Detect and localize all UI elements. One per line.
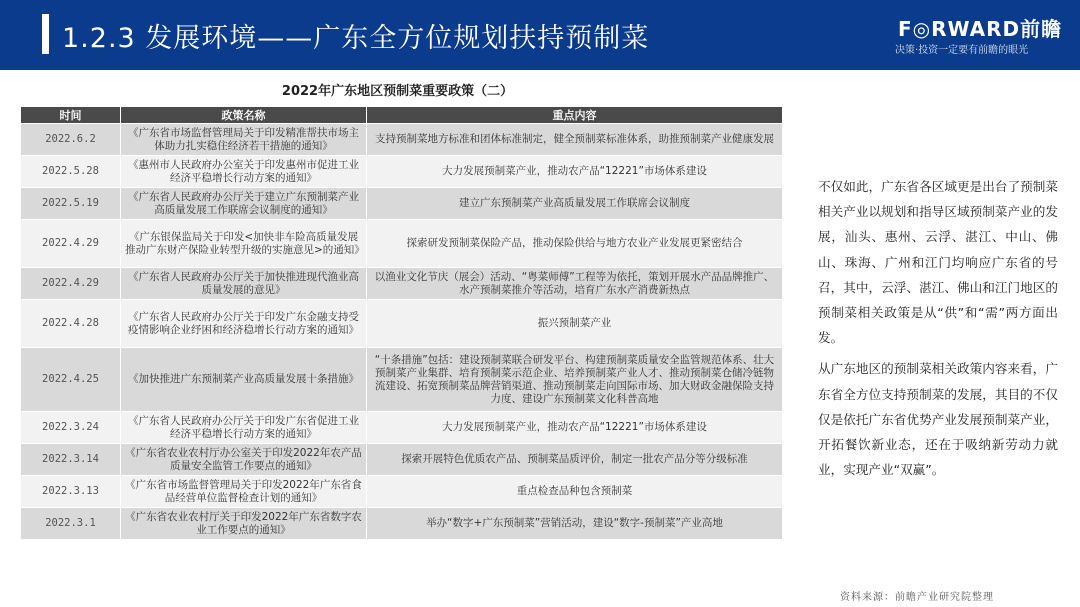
column-header-key-content: 重点内容	[367, 107, 783, 124]
table-body	[21, 124, 783, 540]
cell-policy-name: 《广东省人民政府办公厅关于建立广东预制菜产业高质量发展工作联席会议制度的通知》	[121, 188, 367, 220]
table-row	[21, 476, 783, 508]
source-note: 资料来源：前瞻产业研究院整理	[840, 592, 994, 603]
cell-policy-name: 《惠州市人民政府办公室关于印发惠州市促进工业经济平稳增长行动方案的通知》	[121, 156, 367, 188]
cell-policy-name: 《广东省市场监督管理局关于印发精准帮扶市场主体助力扎实稳住经济若干措施的通知》	[121, 124, 367, 156]
cell-date: 2022.3.1	[21, 508, 121, 540]
cell-key-content: 大力发展预制菜产业，推动农产品“12221”市场体系建设	[367, 156, 783, 188]
cell-key-content: 重点检查品种包含预制菜	[367, 476, 783, 508]
table-row	[21, 300, 783, 348]
table-row	[21, 268, 783, 300]
cell-date: 2022.3.14	[21, 444, 121, 476]
cell-key-content: 建立广东预制菜产业高质量发展工作联席会议制度	[367, 188, 783, 220]
commentary-paragraph-1: 不仅如此，广东省各区域更是出台了预制菜相关产业以规划和指导区域预制菜产业的发展，汕头、惠州、云浮、湛江、中山、佛山、珠海、广州和江门均响应广东省的号召，其中，云浮、湛江、佛山和江门地区的预制菜相关政策是从“供”和“需”两方面出发。	[818, 179, 1058, 346]
cell-key-content: 探索研发预制菜保险产品，推动保险供给与地方农业产业发展更紧密结合	[367, 220, 783, 268]
cell-policy-name: 《加快推进广东预制菜产业高质量发展十条措施》	[121, 348, 367, 412]
page-title: 1.2.3 发展环境——广东全方位规划扶持预制菜	[62, 23, 650, 54]
table-row	[21, 220, 783, 268]
column-header-policy-name: 政策名称	[121, 107, 367, 124]
cell-date: 2022.4.29	[21, 220, 121, 268]
table-row	[21, 348, 783, 412]
commentary-paragraph-2: 从广东地区的预制菜相关政策内容来看，广东省全方位支持预制菜的发展，其目的不仅仅是依托广东省优势产业发展预制菜产业，开拓餐饮新业态，还在于吸纳新劳动力就业，实现产业“双赢”。	[818, 361, 1058, 478]
cell-date: 2022.5.19	[21, 188, 121, 220]
cell-date: 2022.4.25	[21, 348, 121, 412]
cell-date: 2022.3.13	[21, 476, 121, 508]
header-accent-bar	[42, 14, 49, 54]
cell-key-content: 支持预制菜地方标准和团体标准制定，健全预制菜标准体系，助推预制菜产业健康发展	[367, 124, 783, 156]
cell-date: 2022.5.28	[21, 156, 121, 188]
cell-key-content: “十条措施”包括：建设预制菜联合研发平台、构建预制菜质量安全监管规范体系、壮大预制菜产业集群、培育预制菜示范企业、培养预制菜产业人才、推动预制菜仓储冷链物流建设、拓宽预制菜品牌营销渠道、推动预制菜走向国际市场、加大财政金融保险支持力度、建设广东预制菜文化科普高地	[367, 348, 783, 412]
table-row	[21, 124, 783, 156]
table-row	[21, 444, 783, 476]
cell-policy-name: 《广东省农业农村厅办公室关于印发2022年农产品质量安全监管工作要点的通知》	[121, 444, 367, 476]
table-row	[21, 508, 783, 540]
cell-key-content: 举办“数字+广东预制菜”营销活动，建设“数字-预制菜”产业高地	[367, 508, 783, 540]
policy-table	[20, 106, 783, 540]
commentary-panel	[818, 174, 1058, 488]
cell-policy-name: 《广东省人民政府办公厅关于印发广东金融支持受疫情影响企业纾困和经济稳增长行动方案的通知》	[121, 300, 367, 348]
table-header-row	[21, 107, 783, 124]
cell-policy-name: 《广东省人民政府办公厅关于印发广东省促进工业经济平稳增长行动方案的通知》	[121, 412, 367, 444]
cell-key-content: 振兴预制菜产业	[367, 300, 783, 348]
cell-policy-name: 《广东银保监局关于印发<加快非车险高质量发展推动广东财产保险业转型升级的实施意见>的通知》	[121, 220, 367, 268]
table-row	[21, 188, 783, 220]
forward-logo: F◎RWARD前瞻	[898, 17, 1063, 41]
cell-date: 2022.4.29	[21, 268, 121, 300]
header-banner	[0, 0, 1080, 70]
cell-key-content: 以渔业文化节庆（展会）活动、“粤菜师傅”工程等为依托，策划开展水产品品牌推广、水产预制菜推介等活动，培育广东水产消费新热点	[367, 268, 783, 300]
cell-key-content: 探索开展特色优质农产品、预制菜品质评价，制定一批农产品分等分级标准	[367, 444, 783, 476]
table-row	[21, 412, 783, 444]
cell-policy-name: 《广东省农业农村厅关于印发2022年广东省数字农业工作要点的通知》	[121, 508, 367, 540]
cell-policy-name: 《广东省人民政府办公厅关于加快推进现代渔业高质量发展的意见》	[121, 268, 367, 300]
logo-tagline: 决策·投资一定要有前瞻的眼光	[895, 45, 1029, 56]
cell-date: 2022.4.28	[21, 300, 121, 348]
cell-policy-name: 《广东省市场监督管理局关于印发2022年广东省食品经营单位监督检查计划的通知》	[121, 476, 367, 508]
cell-date: 2022.6.2	[21, 124, 121, 156]
column-header-date: 时间	[21, 107, 121, 124]
cell-key-content: 大力发展预制菜产业，推动农产品“12221”市场体系建设	[367, 412, 783, 444]
cell-date: 2022.3.24	[21, 412, 121, 444]
table-row	[21, 156, 783, 188]
table-title: 2022年广东地区预制菜重要政策（二）	[281, 84, 514, 99]
